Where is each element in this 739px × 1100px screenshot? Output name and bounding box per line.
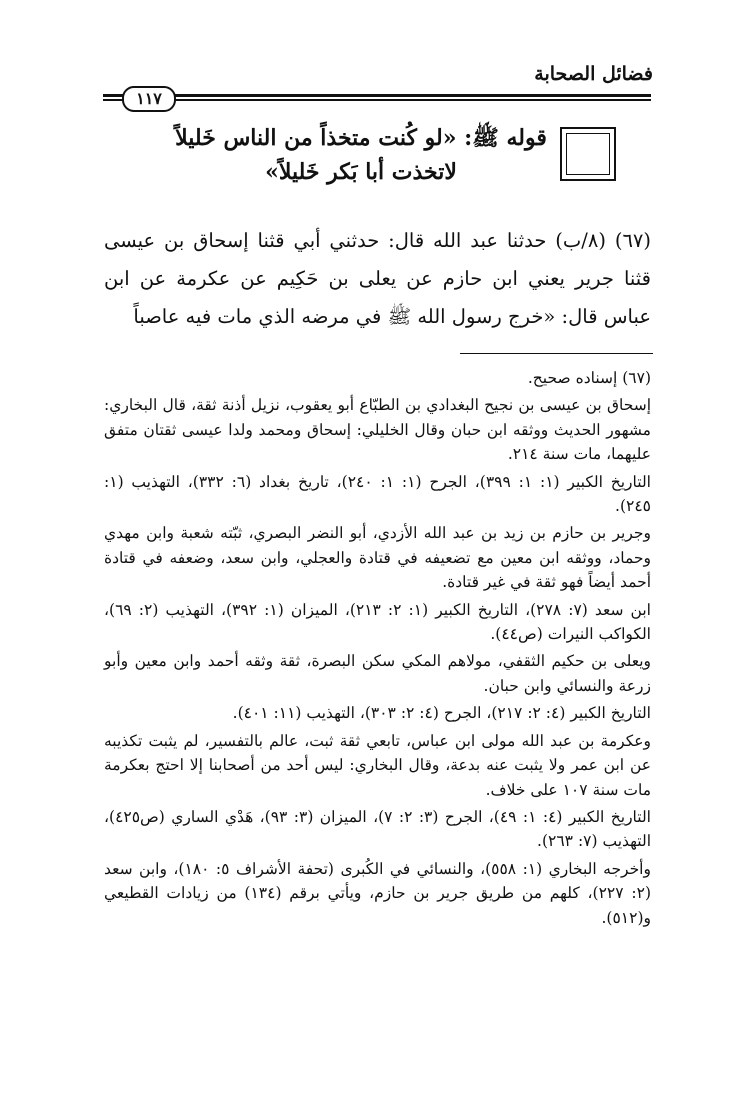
page-number: ١١٧ (122, 86, 176, 112)
footnote-paragraph: إسحاق بن عيسى بن نجيح البغدادي بن الطبّاع أبو يعقوب، نزيل أذنة ثقة، قال البخاري: مشهور الحديث ووثقه ابن حبان وقال الخليلي: إسحاق ومحمد ولدا عيسى ثقتان متفق عليهما، مات سنة ٢١٤. (104, 396, 651, 464)
hadith-text: (٦٧) (٨/ب) حدثنا عبد الله قال: حدثني أبي قثنا إسحاق بن عيسى قثنا جرير يعني ابن حازم عن يعلى بن حَكِيم عن عكرمة عن ابن عباس قال: «خرج رسول الله ﷺ في مرضه الذي مات فيه عاصباً (104, 229, 651, 328)
footnote-paragraph: التاريخ الكبير (٤: ٢: ٢١٧)، الجرح (٤: ٢: ٣٠٣)، التهذيب (١١: ٤٠١). (232, 704, 651, 723)
footnote-paragraph: وأخرجه البخاري (١: ٥٥٨)، والنسائي في الكُبرى (تحفة الأشراف ٥: ١٨٠)، وابن سعد (٢: ٢٢٧)، كلهم من طريق جرير بن حازم، ويأتي برقم (١٣٤) من زيادات القطيعي و(٥١٢). (104, 859, 651, 927)
footnote-paragraph: ويعلى بن حكيم الثقفي، مولاهم المكي سكن البصرة، ثقة وثقه أحمد وابن معين وأبو زرعة والنسائي وابن حبان. (104, 652, 651, 695)
header-rule-thin (103, 99, 651, 101)
footnote-paragraph: التاريخ الكبير (٤: ١: ٤٩)، الجرح (٣: ٢: ٧)، الميزان (٣: ٩٣)، هَدْي الساري (ص٤٢٥)، التهذيب (٧: ٢٦٣). (104, 807, 651, 851)
chapter-box-ornament (560, 127, 616, 181)
chapter-heading (171, 121, 551, 189)
footnote-paragraph: وعكرمة بن عبد الله مولى ابن عباس، تابعي ثقة ثبت، عالم بالتفسير، لم يثبت تكذيبه عن ابن عمر ولا يثبت عنه بدعة، وقال البخاري: ليس أحد من أصحابنا إلا احتج بعكرمة مات سنة ١٠٧ على خلاف. (104, 731, 651, 799)
footnotes (104, 366, 651, 933)
footnote-paragraph: وجرير بن حازم بن زيد بن عبد الله الأزدي، أبو النضر البصري، ثبّته شعبة وابن مهدي وحماد، ووثقه ابن معين مع تضعيفه في قتادة والعجلي، وابن سعد، وضعفه في قتادة أحمد أيضاً فهو ثقة في غير قتادة. (104, 524, 651, 592)
chapter-heading-line-2: لاتخذت أبا بَكر خَليلاً» (265, 159, 457, 185)
running-header-title: فضائل الصحابة (534, 63, 653, 85)
footnote-paragraph: التاريخ الكبير (١: ١: ٣٩٩)، الجرح (١: ١: ٢٤٠)، تاريخ بغداد (٦: ٣٣٢)، التهذيب (١: ٢٤٥). (104, 472, 651, 516)
footnote-heading: (٦٧) إسناده صحيح. (527, 369, 651, 387)
footnote-paragraph: ابن سعد (٧: ٢٧٨)، التاريخ الكبير (١: ٢: ٢١٣)، الميزان (١: ٣٩٢)، التهذيب (٢: ٦٩)، الكواكب النيرات (ص٤٤). (104, 600, 651, 644)
header-rule (103, 94, 651, 97)
footnote-separator (460, 353, 653, 354)
chapter-heading-line-1: قوله ﷺ: «لو كُنت متخذاً من الناس خَليلاً (175, 125, 547, 151)
